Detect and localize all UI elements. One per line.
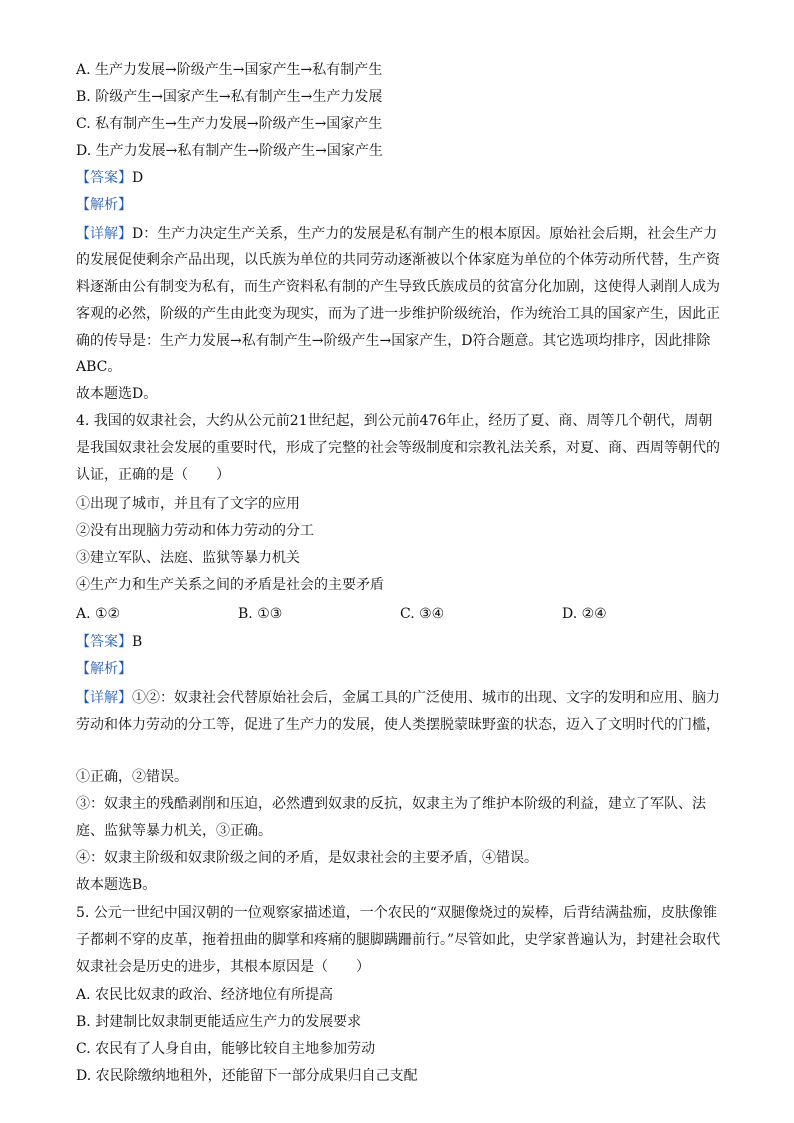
q4-detail-line bbox=[76, 688, 726, 708]
q4-options bbox=[76, 604, 726, 624]
q4-stem-line: 4. 我国的奴隶社会，大约从公元前21世纪起，到公元前476年止，经历了夏、商、周等几个朝代，周朝 bbox=[76, 413, 713, 429]
q4-after-line: ①正确，②错误。 bbox=[76, 769, 188, 785]
q4-conclusion: 故本题选B。 bbox=[76, 877, 157, 893]
q4-stem-line: 认证，正确的是（ ） bbox=[76, 467, 230, 483]
analysis-tag: 【解析】 bbox=[76, 661, 132, 677]
q4-option-a: A. ①② bbox=[76, 606, 121, 622]
q3-detail-line: 料逐渐由公有制变为私有，而生产资料私有制的产生导致氏族成员的贫富分化加剧，这使得人剥削人成为 bbox=[76, 279, 720, 295]
q3-detail-line: 确的传导是：生产力发展→私有制产生→阶级产生→国家产生，D符合题意。其它选项均排序，因此排除 bbox=[76, 333, 711, 349]
q3-answer bbox=[76, 168, 726, 188]
q5-option-a: A. 农民比奴隶的政治、经济地位有所提高 bbox=[76, 987, 334, 1003]
q3-option-b: B. 阶级产生→国家产生→私有制产生→生产力发展 bbox=[76, 89, 383, 105]
q4-after-line: 庭、监狱等暴力机关，③正确。 bbox=[76, 823, 272, 839]
q3-answer-value: D bbox=[132, 170, 144, 186]
q4-option-d: D. ②④ bbox=[562, 606, 607, 622]
q4-option-b: B. ①③ bbox=[238, 606, 283, 622]
q3-detail-line: 客观的必然，阶级的产生由此变为现实，而为了进一步维护阶级统治，作为统治工具的国家产生，因此正 bbox=[76, 306, 720, 322]
q4-after-line: ③：奴隶主的残酷剥削和压迫，必然遭到奴隶的反抗，奴隶主为了维护本阶级的利益，建立了军队、法 bbox=[76, 796, 706, 812]
q4-answer bbox=[76, 632, 726, 652]
detail-tag: 【详解】 bbox=[76, 690, 132, 706]
q5-stem-line: 5. 公元一世纪中国汉朝的一位观察家描述道，一个农民的“双腿像烧过的炭棒，后背结满盐痂，皮肤像锥 bbox=[76, 905, 717, 921]
q5-stem-line: 奴隶社会是历史的进步，其根本原因是（ ） bbox=[76, 959, 370, 975]
answer-tag: 【答案】 bbox=[76, 634, 132, 650]
q3-option-c: C. 私有制产生→生产力发展→阶级产生→国家产生 bbox=[76, 116, 383, 132]
q5-option-c: C. 农民有了人身自由，能够比较自主地参加劳动 bbox=[76, 1041, 376, 1057]
q4-statement-1: ①出现了城市，并且有了文字的应用 bbox=[76, 496, 300, 512]
q3-option-d: D. 生产力发展→私有制产生→阶级产生→国家产生 bbox=[76, 143, 383, 159]
q4-statement-3: ③建立军队、法庭、监狱等暴力机关 bbox=[76, 550, 300, 566]
q4-answer-value: B bbox=[132, 634, 143, 650]
q4-option-c: C. ③④ bbox=[400, 606, 445, 622]
q5-option-b: B. 封建制比奴隶制更能适应生产力的发展要求 bbox=[76, 1014, 362, 1030]
detail-tag: 【详解】 bbox=[76, 226, 132, 242]
analysis-tag: 【解析】 bbox=[76, 197, 132, 213]
q4-analysis-tag bbox=[76, 659, 726, 679]
q4-after-line: ④：奴隶主阶级和奴隶阶级之间的矛盾，是奴隶社会的主要矛盾，④错误。 bbox=[76, 850, 538, 866]
q4-statement-2: ②没有出现脑力劳动和体力劳动的分工 bbox=[76, 523, 314, 539]
q4-detail-line: 劳动和体力劳动的分工等，促进了生产力的发展，使人类摆脱蒙昧野蛮的状态，迈入了文明时代的门槛， bbox=[76, 717, 720, 733]
q3-analysis-tag bbox=[76, 195, 726, 215]
q5-stem-line: 子都刺不穿的皮革，拖着扭曲的脚掌和疼痛的腿脚蹒跚前行。”尽管如此，史学家普遍认为，封建社会取代 bbox=[76, 932, 721, 948]
q3-conclusion: 故本题选D。 bbox=[76, 386, 158, 402]
q3-detail-line: ABC。 bbox=[76, 359, 122, 375]
q4-detail-text: ①②：奴隶社会代替原始社会后，金属工具的广泛使用、城市的出现、文字的发明和应用、脑力 bbox=[132, 690, 720, 706]
q3-detail-line: 的发展促使剩余产品出现，以氏族为单位的共同劳动逐渐被以个体家庭为单位的个体劳动所代替，生产资 bbox=[76, 252, 720, 268]
q3-detail-line bbox=[76, 224, 726, 244]
q4-stem-line: 是我国奴隶社会发展的重要时代，形成了完整的社会等级制度和宗教礼法关系，对夏、商、西周等朝代的 bbox=[76, 440, 720, 456]
q5-option-d: D. 农民除缴纳地租外，还能留下一部分成果归自己支配 bbox=[76, 1068, 418, 1084]
q3-option-a: A. 生产力发展→阶级产生→国家产生→私有制产生 bbox=[76, 62, 383, 78]
q4-statement-4: ④生产力和生产关系之间的矛盾是社会的主要矛盾 bbox=[76, 577, 384, 593]
answer-tag: 【答案】 bbox=[76, 170, 132, 186]
q3-detail-text: D：生产力决定生产关系，生产力的发展是私有制产生的根本原因。原始社会后期，社会生产力 bbox=[132, 226, 718, 242]
